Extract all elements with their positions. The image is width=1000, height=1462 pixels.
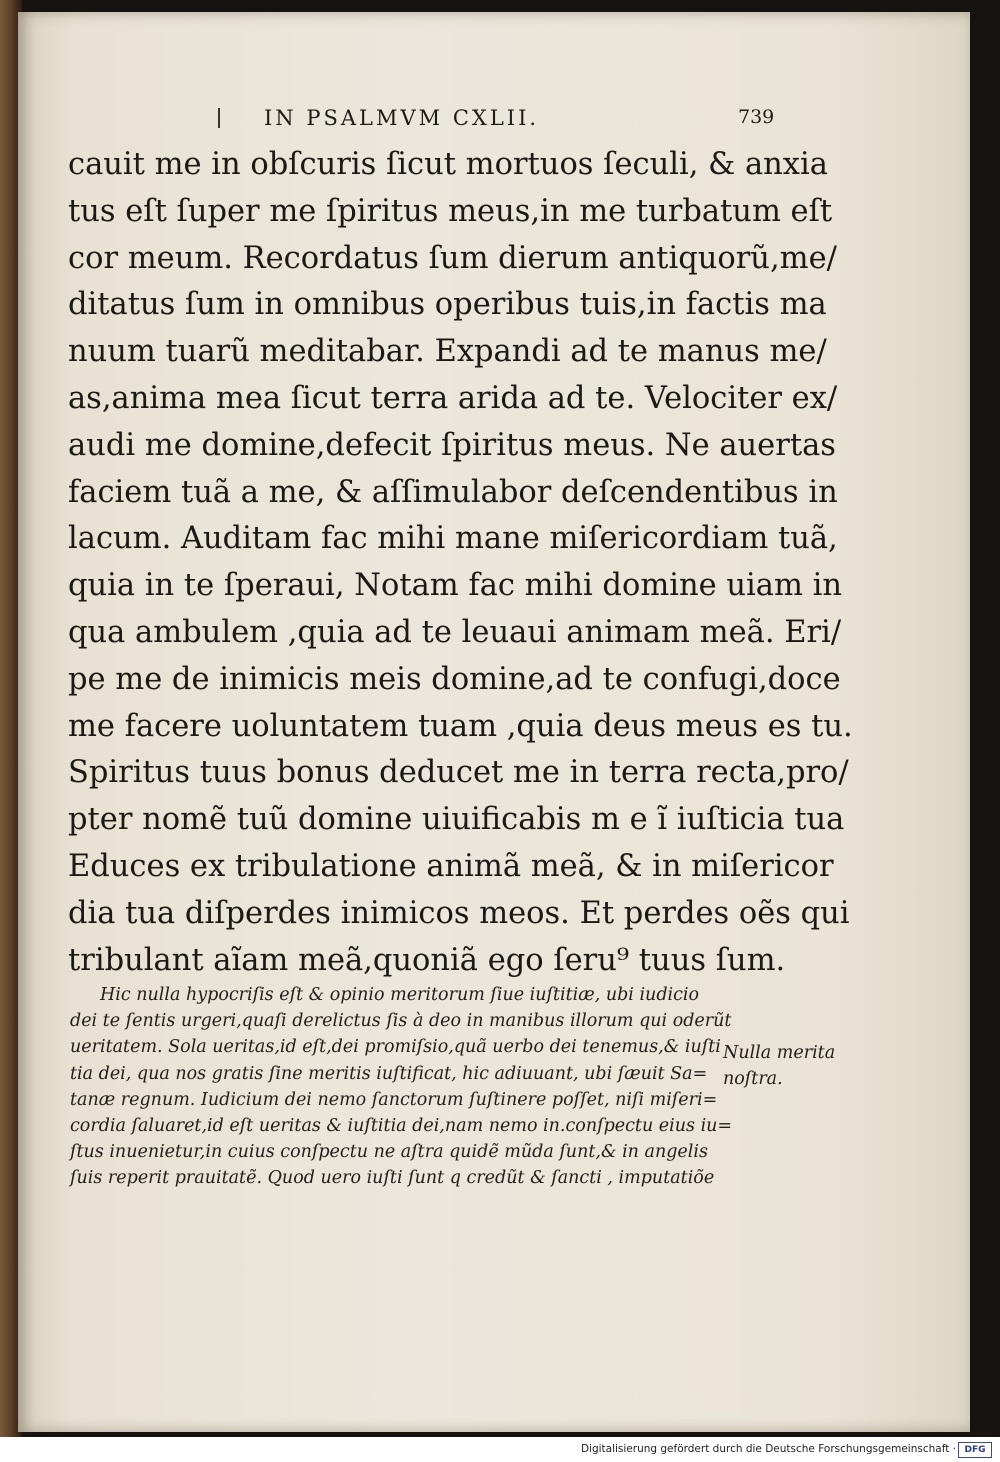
text-line: audi me domine,defecit ſpiritus meus. Ne auertas — [68, 427, 836, 463]
commentary-line: dei te ſentis urgeri,quaſi derelictus ſis à deo in manibus illorum qui oderũt — [70, 1011, 732, 1032]
commentary-line: tia dei, qua nos gratis ſine meritis iuſtificat, hic adiuuant, ubi ſæuit Sa= — [70, 1063, 708, 1084]
dfg-logo: DFG — [958, 1442, 992, 1458]
commentary-line: cordia ſaluaret,id eſt ueritas & iuſtitia dei,nam nemo in.conſpectu eius iu= — [70, 1115, 733, 1136]
funding-credit: Digitalisierung gefördert durch die Deutsche Forschungsgemeinschaft · — [580, 1443, 956, 1455]
text-line: Educes ex tribulatione animã meã, & in miſericor — [68, 848, 834, 884]
commentary-line: ſtus inuenietur,in cuius conſpectu ne aſtra quidẽ mũda ſunt,& in angelis — [70, 1142, 708, 1163]
text-line: qua ambulem ,quia ad te leuaui animam meã. Eri/ — [68, 614, 842, 650]
text-line: me facere uoluntatem tuam ,quia deus meus es tu. — [68, 708, 853, 744]
commentary-line: ueritatem. Sola ueritas,id eſt,dei promiſsio,quã uerbo dei tenemus,& iuſti — [70, 1037, 721, 1058]
text-line: faciem tuã a me, & aſſimulabor deſcendentibus in — [68, 474, 838, 510]
margin-note — [723, 1040, 853, 1092]
page-header — [18, 106, 970, 146]
commentary-block — [70, 982, 750, 1192]
page-number: 739 — [738, 106, 775, 128]
digitization-footer — [0, 1437, 1000, 1462]
margin-note-line: noſtra. — [723, 1069, 783, 1089]
main-text-block — [68, 142, 853, 984]
margin-note-line: Nulla merita — [723, 1043, 836, 1063]
book-page — [18, 12, 970, 1432]
commentary-line: ſuis reperit prauitatẽ. Quod uero iuſti ſunt q credũt & ſancti , imputatiõe — [70, 1168, 715, 1189]
text-line: lacum. Auditam fac mihi mane miſericordiam tuã, — [68, 521, 838, 557]
commentary-line: Hic nulla hypocriſis eſt & opinio meritorum ſiue iuſtitiæ, ubi iudicio — [100, 985, 700, 1005]
text-line: cauit me in obſcuris ſicut mortuos ſeculi, & anxia — [68, 147, 828, 182]
commentary-line: tanæ regnum. Iudicium dei nemo ſanctorum ſuſtinere poſſet, niſi miſeri= — [70, 1089, 718, 1110]
text-line: pe me de inimicis meis domine,ad te confugi,doce — [68, 661, 841, 697]
running-head: IN PSALMVM CXLII. — [264, 106, 540, 130]
text-line: ditatus ſum in omnibus operibus tuis,in factis ma — [68, 287, 827, 323]
text-line: dia tua diſperdes inimicos meos. Et perdes oẽs qui — [68, 895, 850, 931]
text-line: Spiritus tuus bonus deducet me in terra recta,pro/ — [68, 755, 849, 791]
text-line: as,anima mea ſicut terra arida ad te. Velociter ex/ — [68, 380, 838, 416]
text-line: cor meum. Recordatus ſum dierum antiquorũ,me/ — [68, 240, 837, 276]
text-line: nuum tuarũ meditabar. Expandi ad te manus me/ — [68, 334, 827, 370]
text-line: tus eſt ſuper me ſpiritus meus,in me turbatum eſt — [68, 193, 833, 229]
text-line: tribulant aĩam meã,quoniã ego ſeru⁹ tuus ſum. — [68, 942, 786, 978]
ornament-mark — [218, 108, 220, 128]
text-line: quia in te ſperaui, Notam fac mihi domine uiam in — [68, 568, 842, 604]
text-line: pter nomẽ tuũ domine uiuificabis m e ĩ iuſticia tua — [68, 802, 845, 838]
